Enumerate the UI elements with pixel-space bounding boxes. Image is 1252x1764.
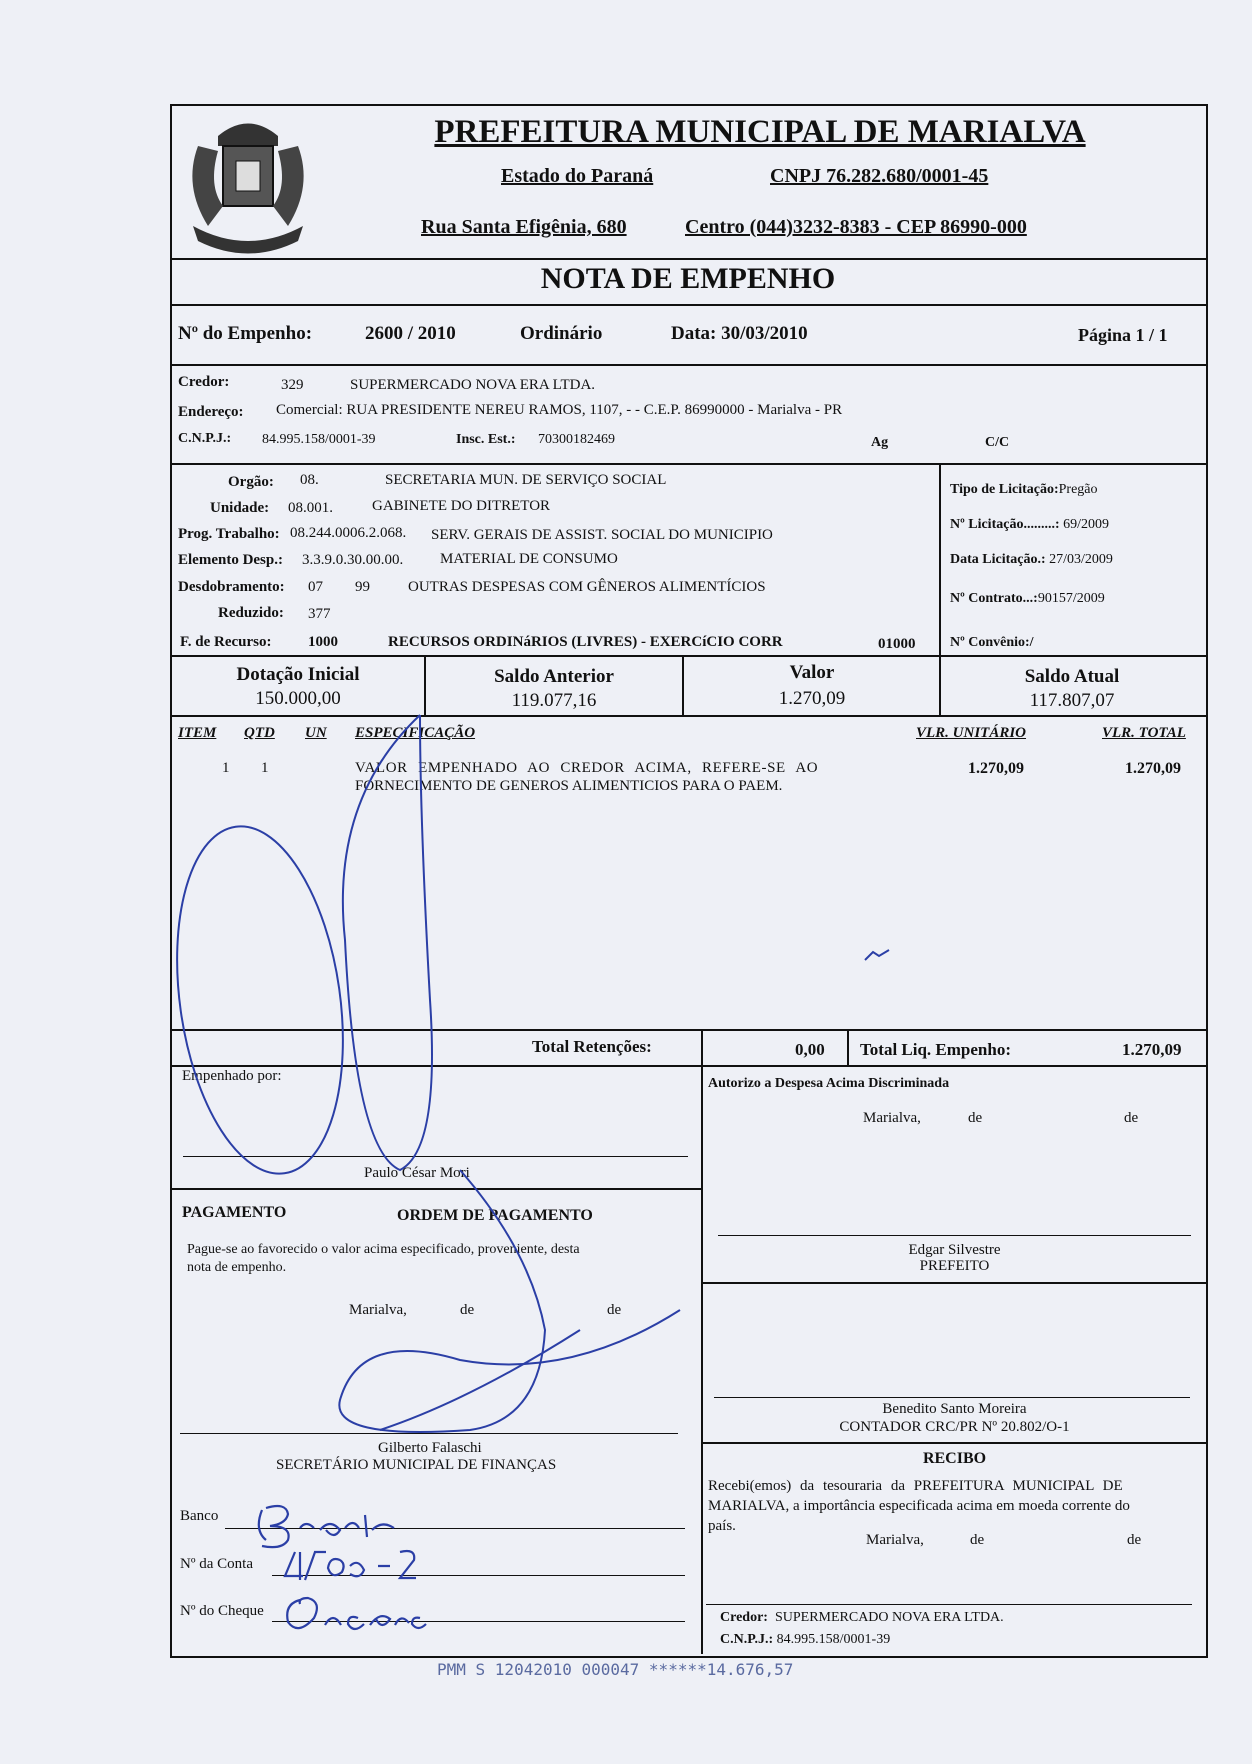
convenio-label: Nº Convênio:/ xyxy=(950,635,1034,650)
item-unit-value: 1.270,09 xyxy=(968,760,1024,777)
prog-name: SERV. GERAIS DE ASSIST. SOCIAL DO MUNICIPIO xyxy=(431,527,773,543)
banco-label: Banco xyxy=(180,1508,219,1524)
cheque-label: Nº do Cheque xyxy=(180,1603,264,1619)
autorizo-de2: de xyxy=(1124,1110,1139,1126)
recurso-num: 01000 xyxy=(878,636,916,652)
saldo-anterior-value: 119.077,16 xyxy=(511,690,597,711)
credor-code: 329 xyxy=(281,377,304,393)
validation-stamp: PMM S 12042010 000047 ******14.676,57 xyxy=(437,1660,794,1679)
item-spec-line1: VALOR EMPENHADO AO CREDOR ACIMA, REFERE-SE AO xyxy=(355,760,819,776)
saldo-anterior-label: Saldo Anterior xyxy=(494,666,614,687)
prog-label: Prog. Trabalho: xyxy=(178,526,280,542)
recibo-text-3: país. xyxy=(708,1518,736,1534)
item-total-value: 1.270,09 xyxy=(1125,760,1181,777)
secretario-name: Gilberto Falaschi xyxy=(378,1440,482,1456)
secretario-role: SECRETÁRIO MUNICIPAL DE FINANÇAS xyxy=(276,1457,557,1473)
elemento-code: 3.3.9.0.30.00.00. xyxy=(302,552,404,568)
coat-of-arms-icon xyxy=(178,106,318,260)
recibo-cnpj-value: 84.995.158/0001-39 xyxy=(776,1632,891,1647)
liquido-label: Total Liq. Empenho: xyxy=(860,1040,1011,1059)
col-un: UN xyxy=(305,725,327,741)
elemento-label: Elemento Desp.: xyxy=(178,552,283,568)
cc-label: C/C xyxy=(985,435,1010,450)
reduzido-label: Reduzido: xyxy=(218,605,284,621)
licitacao-number-label: Nº Licitação.........: xyxy=(950,517,1060,532)
pagamento-de1: de xyxy=(460,1302,475,1318)
desdob-code1: 07 xyxy=(308,579,323,595)
conta-label: Nº da Conta xyxy=(180,1556,253,1572)
address-label: Endereço: xyxy=(178,404,244,420)
ag-label: Ag xyxy=(871,435,889,450)
state-label: Estado do Paraná xyxy=(501,165,654,187)
credor-label: Credor: xyxy=(178,374,230,390)
licitacao-tipo-value: Pregão xyxy=(1058,482,1098,497)
ordem-label: ORDEM DE PAGAMENTO xyxy=(397,1207,593,1224)
autorizo-city: Marialva, xyxy=(863,1110,921,1126)
desdob-name: OUTRAS DESPESAS COM GÊNEROS ALIMENTÍCIOS xyxy=(408,579,766,595)
empenho-number: 2600 / 2010 xyxy=(365,323,456,344)
orgao-label: Orgão: xyxy=(228,474,274,490)
recibo-de2: de xyxy=(1127,1532,1142,1548)
cnpj-label: C.N.P.J.: xyxy=(178,431,232,446)
address-header: Rua Santa Efigênia, 680 xyxy=(421,216,627,238)
contrato-value: 90157/2009 xyxy=(1037,591,1105,606)
col-unit: VLR. UNITÁRIO xyxy=(916,725,1027,741)
credor-insc: 70300182469 xyxy=(538,432,615,447)
liquido-value: 1.270,09 xyxy=(1122,1040,1182,1059)
saldo-atual-value: 117.807,07 xyxy=(1029,690,1115,711)
empenho-type: Ordinário xyxy=(520,323,603,344)
credor-cnpj: 84.995.158/0001-39 xyxy=(262,432,376,447)
document-title: NOTA DE EMPENHO xyxy=(540,262,836,295)
valor-label: Valor xyxy=(789,662,835,683)
insc-label: Insc. Est.: xyxy=(456,432,516,447)
contrato xyxy=(950,591,1105,607)
recurso-label: F. de Recurso: xyxy=(180,634,272,650)
unidade-code: 08.001. xyxy=(288,500,333,516)
licitacao-tipo-label: Tipo de Licitação: xyxy=(950,482,1059,497)
col-item: ITEM xyxy=(178,725,217,741)
dotacao-value: 150.000,00 xyxy=(255,688,341,709)
licitacao-number-value: 69/2009 xyxy=(1063,517,1109,532)
pagamento-city: Marialva, xyxy=(349,1302,407,1318)
recibo-title: RECIBO xyxy=(922,1450,987,1467)
licitacao-date xyxy=(950,552,1113,568)
credor-name: SUPERMERCADO NOVA ERA LTDA. xyxy=(350,377,596,393)
recibo-city: Marialva, xyxy=(866,1532,924,1548)
recibo-credor-name: SUPERMERCADO NOVA ERA LTDA. xyxy=(774,1610,1004,1625)
contrato-label: Nº Contrato...: xyxy=(950,591,1038,606)
retencoes-label: Total Retenções: xyxy=(532,1037,652,1056)
licitacao-tipo xyxy=(950,482,1098,498)
unidade-label: Unidade: xyxy=(210,500,270,516)
empenho-date: Data: 30/03/2010 xyxy=(671,323,808,344)
recibo-credor-label: Credor: xyxy=(720,1610,768,1625)
col-qtd: QTD xyxy=(244,725,275,741)
retencoes-value: 0,00 xyxy=(795,1040,825,1059)
cnpj-header: CNPJ 76.282.680/0001-45 xyxy=(770,165,989,187)
unidade-name: GABINETE DO DITRETOR xyxy=(372,498,551,514)
autorizo-de1: de xyxy=(968,1110,983,1126)
valor-value: 1.270,09 xyxy=(778,688,846,709)
contact-header: Centro (044)3232-8383 - CEP 86990-000 xyxy=(685,216,1027,238)
item-qtd: 1 xyxy=(261,760,269,776)
licitacao-number xyxy=(950,517,1109,533)
orgao-code: 08. xyxy=(300,472,319,488)
col-total: VLR. TOTAL xyxy=(1102,725,1186,741)
autorizo-label: Autorizo a Despesa Acima Discriminada xyxy=(708,1076,950,1091)
pagamento-label: PAGAMENTO xyxy=(182,1204,287,1221)
recurso-name: RECURSOS ORDINáRIOS (LIVRES) - EXERCíCIO CORR xyxy=(388,634,783,650)
pagamento-text-1: Pague-se ao favorecido o valor acima especificado, proveniente, desta xyxy=(187,1242,580,1257)
item-number: 1 xyxy=(222,760,230,776)
licitacao-date-value: 27/03/2009 xyxy=(1049,552,1113,567)
recibo-text-2: MARIALVA, a importância especificada acima em moeda corrente do xyxy=(708,1498,1130,1514)
recibo-text-1: Recebi(emos) da tesouraria da PREFEITURA MUNICIPAL DE xyxy=(708,1478,1123,1494)
col-spec: ESPECIFICAÇÃO xyxy=(355,725,476,741)
prefeito-role: PREFEITO xyxy=(919,1258,990,1274)
contador-role: CONTADOR CRC/PR Nº 20.802/O-1 xyxy=(839,1419,1070,1435)
dotacao-label: Dotação Inicial xyxy=(236,664,360,685)
recibo-cnpj xyxy=(720,1632,890,1648)
elemento-name: MATERIAL DE CONSUMO xyxy=(440,551,618,567)
saldo-atual-label: Saldo Atual xyxy=(1024,666,1120,687)
recurso-code: 1000 xyxy=(308,634,338,650)
item-spec-line2: FORNECIMENTO DE GENEROS ALIMENTICIOS PARA O PAEM. xyxy=(355,778,783,794)
credor-address: Comercial: RUA PRESIDENTE NEREU RAMOS, 1107, - - C.E.P. 86990000 - Marialva - PR xyxy=(276,402,843,418)
reduzido-value: 377 xyxy=(308,606,331,622)
recibo-credor xyxy=(720,1610,1004,1626)
licitacao-date-label: Data Licitação.: xyxy=(950,552,1046,567)
empenhado-signer: Paulo César Mori xyxy=(364,1165,470,1181)
pagamento-de2: de xyxy=(607,1302,622,1318)
contador-name: Benedito Santo Moreira xyxy=(882,1401,1027,1417)
page-number: Página 1 / 1 xyxy=(1078,325,1168,345)
recibo-de1: de xyxy=(970,1532,985,1548)
recibo-cnpj-label: C.N.P.J.: xyxy=(720,1632,774,1647)
prog-code: 08.244.0006.2.068. xyxy=(290,525,407,541)
prefeito-name: Edgar Silvestre xyxy=(908,1242,1001,1258)
empenhado-label: Empenhado por: xyxy=(182,1068,282,1084)
municipality-title: PREFEITURA MUNICIPAL DE MARIALVA xyxy=(434,114,1086,150)
pagamento-text-2: nota de empenho. xyxy=(187,1260,287,1275)
empenho-number-label: Nº do Empenho: xyxy=(178,323,313,344)
desdob-label: Desdobramento: xyxy=(178,579,285,595)
desdob-code2: 99 xyxy=(355,579,370,595)
orgao-name: SECRETARIA MUN. DE SERVIÇO SOCIAL xyxy=(385,472,667,488)
